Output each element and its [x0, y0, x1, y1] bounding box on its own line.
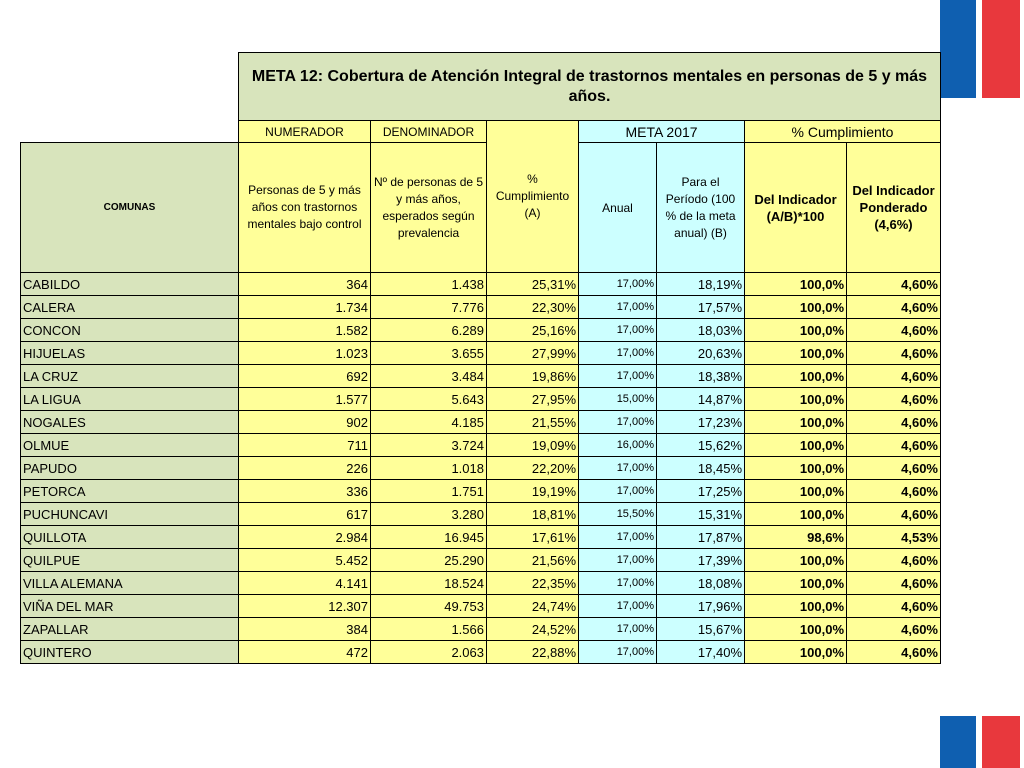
meta-periodo-cell: 18,19%	[657, 273, 745, 296]
meta-periodo-cell: 17,40%	[657, 641, 745, 664]
indicador-cell: 100,0%	[745, 480, 847, 503]
ponderado-cell: 4,60%	[847, 503, 941, 526]
denominador-cell: 3.655	[371, 342, 487, 365]
comuna-cell: OLMUE	[21, 434, 239, 457]
denominador-cell: 16.945	[371, 526, 487, 549]
meta-anual-cell: 17,00%	[579, 342, 657, 365]
header-denominador-desc: Nº de personas de 5 y más años, esperados según prevalencia	[371, 143, 487, 273]
comuna-cell: CONCON	[21, 319, 239, 342]
indicador-cell: 100,0%	[745, 296, 847, 319]
cumplimiento-cell: 22,20%	[487, 457, 579, 480]
numerador-cell: 5.452	[239, 549, 371, 572]
numerador-cell: 364	[239, 273, 371, 296]
ponderado-cell: 4,60%	[847, 342, 941, 365]
denominador-cell: 49.753	[371, 595, 487, 618]
cumplimiento-cell: 19,86%	[487, 365, 579, 388]
denominador-cell: 2.063	[371, 641, 487, 664]
meta-anual-cell: 17,00%	[579, 273, 657, 296]
ponderado-cell: 4,60%	[847, 365, 941, 388]
meta-anual-cell: 17,00%	[579, 595, 657, 618]
indicador-cell: 100,0%	[745, 342, 847, 365]
header-denominador: DENOMINADOR	[371, 121, 487, 143]
ponderado-cell: 4,60%	[847, 641, 941, 664]
ponderado-cell: 4,60%	[847, 618, 941, 641]
ponderado-cell: 4,60%	[847, 572, 941, 595]
chile-flag-icon-bottom	[940, 716, 1024, 768]
ponderado-cell: 4,60%	[847, 319, 941, 342]
header-numerador-desc: Personas de 5 y más años con trastornos mentales bajo control	[239, 143, 371, 273]
denominador-cell: 4.185	[371, 411, 487, 434]
numerador-cell: 1.582	[239, 319, 371, 342]
table-row	[21, 595, 941, 618]
indicador-cell: 100,0%	[745, 618, 847, 641]
cumplimiento-cell: 24,52%	[487, 618, 579, 641]
indicador-cell: 100,0%	[745, 388, 847, 411]
table-row	[21, 641, 941, 664]
comuna-cell: QUILLOTA	[21, 526, 239, 549]
denominador-cell: 3.280	[371, 503, 487, 526]
comuna-cell: ZAPALLAR	[21, 618, 239, 641]
indicador-cell: 100,0%	[745, 549, 847, 572]
indicador-cell: 100,0%	[745, 273, 847, 296]
table-row	[21, 618, 941, 641]
meta-periodo-cell: 17,39%	[657, 549, 745, 572]
cumplimiento-cell: 27,95%	[487, 388, 579, 411]
cumplimiento-cell: 21,55%	[487, 411, 579, 434]
ponderado-cell: 4,60%	[847, 457, 941, 480]
indicador-cell: 100,0%	[745, 641, 847, 664]
meta-periodo-cell: 18,08%	[657, 572, 745, 595]
denominador-cell: 18.524	[371, 572, 487, 595]
meta-periodo-cell: 20,63%	[657, 342, 745, 365]
cumplimiento-cell: 22,35%	[487, 572, 579, 595]
numerador-cell: 1.023	[239, 342, 371, 365]
table-row	[21, 342, 941, 365]
meta-anual-cell: 17,00%	[579, 480, 657, 503]
comuna-cell: QUINTERO	[21, 641, 239, 664]
meta-periodo-cell: 14,87%	[657, 388, 745, 411]
table-row	[21, 273, 941, 296]
numerador-cell: 1.734	[239, 296, 371, 319]
ponderado-cell: 4,60%	[847, 411, 941, 434]
denominador-cell: 3.724	[371, 434, 487, 457]
header-periodo: Para el Período (100 % de la meta anual) (B)	[657, 143, 745, 273]
comuna-cell: LA CRUZ	[21, 365, 239, 388]
denominador-cell: 1.566	[371, 618, 487, 641]
cumplimiento-cell: 25,16%	[487, 319, 579, 342]
meta-anual-cell: 17,00%	[579, 618, 657, 641]
meta-anual-cell: 16,00%	[579, 434, 657, 457]
indicador-cell: 98,6%	[745, 526, 847, 549]
header-numerador: NUMERADOR	[239, 121, 371, 143]
ponderado-cell: 4,60%	[847, 595, 941, 618]
indicador-cell: 100,0%	[745, 319, 847, 342]
indicador-cell: 100,0%	[745, 411, 847, 434]
cumplimiento-cell: 17,61%	[487, 526, 579, 549]
meta-anual-cell: 15,50%	[579, 503, 657, 526]
numerador-cell: 2.984	[239, 526, 371, 549]
cumplimiento-cell: 18,81%	[487, 503, 579, 526]
comuna-cell: PAPUDO	[21, 457, 239, 480]
meta-periodo-cell: 15,62%	[657, 434, 745, 457]
ponderado-cell: 4,60%	[847, 549, 941, 572]
denominador-cell: 1.438	[371, 273, 487, 296]
numerador-cell: 12.307	[239, 595, 371, 618]
comuna-cell: VIÑA DEL MAR	[21, 595, 239, 618]
numerador-cell: 711	[239, 434, 371, 457]
denominador-cell: 6.289	[371, 319, 487, 342]
denominador-cell: 1.751	[371, 480, 487, 503]
ponderado-cell: 4,60%	[847, 388, 941, 411]
header-comunas: COMUNAS	[21, 143, 239, 273]
cumplimiento-cell: 21,56%	[487, 549, 579, 572]
numerador-cell: 336	[239, 480, 371, 503]
comuna-cell: CALERA	[21, 296, 239, 319]
table-row	[21, 549, 941, 572]
table-row	[21, 388, 941, 411]
meta-periodo-cell: 15,31%	[657, 503, 745, 526]
meta-anual-cell: 17,00%	[579, 411, 657, 434]
table-row	[21, 434, 941, 457]
meta-table	[20, 52, 941, 664]
comuna-cell: HIJUELAS	[21, 342, 239, 365]
meta-anual-cell: 17,00%	[579, 457, 657, 480]
cumplimiento-cell: 19,09%	[487, 434, 579, 457]
indicador-cell: 100,0%	[745, 503, 847, 526]
ponderado-cell: 4,60%	[847, 296, 941, 319]
meta-periodo-cell: 18,38%	[657, 365, 745, 388]
cumplimiento-cell: 24,74%	[487, 595, 579, 618]
indicador-cell: 100,0%	[745, 434, 847, 457]
meta-anual-cell: 17,00%	[579, 526, 657, 549]
table-row	[21, 365, 941, 388]
table-row	[21, 296, 941, 319]
table-row	[21, 480, 941, 503]
table-row	[21, 411, 941, 434]
header-cumplimiento-a: % Cumplimiento (A)	[487, 121, 579, 273]
ponderado-cell: 4,60%	[847, 434, 941, 457]
indicador-cell: 100,0%	[745, 457, 847, 480]
meta-periodo-cell: 15,67%	[657, 618, 745, 641]
cumplimiento-cell: 22,88%	[487, 641, 579, 664]
comuna-cell: NOGALES	[21, 411, 239, 434]
comuna-cell: QUILPUE	[21, 549, 239, 572]
comuna-cell: CABILDO	[21, 273, 239, 296]
meta-periodo-cell: 18,03%	[657, 319, 745, 342]
chile-flag-icon-top	[940, 0, 1024, 98]
table-row	[21, 572, 941, 595]
denominador-cell: 1.018	[371, 457, 487, 480]
indicador-cell: 100,0%	[745, 365, 847, 388]
denominador-cell: 7.776	[371, 296, 487, 319]
denominador-cell: 5.643	[371, 388, 487, 411]
meta-anual-cell: 17,00%	[579, 365, 657, 388]
numerador-cell: 692	[239, 365, 371, 388]
table-row	[21, 503, 941, 526]
table-row	[21, 526, 941, 549]
header-del-ponderado: Del Indicador Ponderado (4,6%)	[847, 143, 941, 273]
indicador-cell: 100,0%	[745, 572, 847, 595]
meta-anual-cell: 15,00%	[579, 388, 657, 411]
numerador-cell: 384	[239, 618, 371, 641]
table-row	[21, 319, 941, 342]
meta-periodo-cell: 17,57%	[657, 296, 745, 319]
meta-anual-cell: 17,00%	[579, 296, 657, 319]
meta-periodo-cell: 17,87%	[657, 526, 745, 549]
meta-periodo-cell: 17,96%	[657, 595, 745, 618]
numerador-cell: 472	[239, 641, 371, 664]
numerador-cell: 226	[239, 457, 371, 480]
numerador-cell: 617	[239, 503, 371, 526]
numerador-cell: 902	[239, 411, 371, 434]
denominador-cell: 3.484	[371, 365, 487, 388]
meta-periodo-cell: 18,45%	[657, 457, 745, 480]
table-title: META 12: Cobertura de Atención Integral de trastornos mentales en personas de 5 y más años.	[239, 53, 941, 121]
ponderado-cell: 4,60%	[847, 273, 941, 296]
numerador-cell: 4.141	[239, 572, 371, 595]
ponderado-cell: 4,60%	[847, 480, 941, 503]
meta-periodo-cell: 17,23%	[657, 411, 745, 434]
numerador-cell: 1.577	[239, 388, 371, 411]
comuna-cell: PETORCA	[21, 480, 239, 503]
comuna-cell: PUCHUNCAVI	[21, 503, 239, 526]
cumplimiento-cell: 22,30%	[487, 296, 579, 319]
header-del-indicador: Del Indicador (A/B)*100	[745, 143, 847, 273]
denominador-cell: 25.290	[371, 549, 487, 572]
meta-periodo-cell: 17,25%	[657, 480, 745, 503]
header-meta-2017: META 2017	[579, 121, 745, 143]
comuna-cell: LA LIGUA	[21, 388, 239, 411]
cumplimiento-cell: 19,19%	[487, 480, 579, 503]
cumplimiento-cell: 27,99%	[487, 342, 579, 365]
meta-anual-cell: 17,00%	[579, 641, 657, 664]
header-anual: Anual	[579, 143, 657, 273]
table-row	[21, 457, 941, 480]
cumplimiento-cell: 25,31%	[487, 273, 579, 296]
indicador-cell: 100,0%	[745, 595, 847, 618]
comuna-cell: VILLA ALEMANA	[21, 572, 239, 595]
meta-anual-cell: 17,00%	[579, 319, 657, 342]
meta-anual-cell: 17,00%	[579, 549, 657, 572]
ponderado-cell: 4,53%	[847, 526, 941, 549]
meta-anual-cell: 17,00%	[579, 572, 657, 595]
header-pct-cumplimiento: % Cumplimiento	[745, 121, 941, 143]
